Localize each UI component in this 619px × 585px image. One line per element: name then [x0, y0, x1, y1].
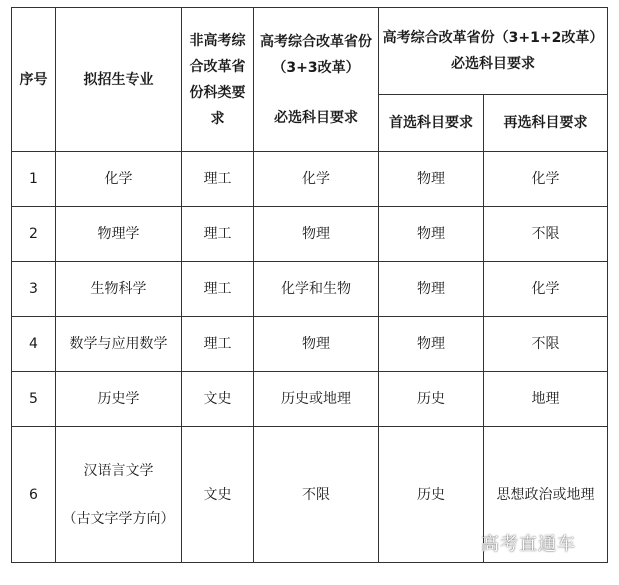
cell-second: 地理 [484, 372, 608, 427]
header-reform33-title: 高考综合改革省份（3+3改革） [260, 33, 372, 76]
cell-second: 不限 [484, 317, 608, 372]
cell-seq: 3 [12, 262, 56, 317]
table-row [12, 262, 608, 317]
cell-first: 历史 [379, 372, 484, 427]
table-row [12, 152, 608, 207]
cell-first: 物理 [379, 317, 484, 372]
table-row [12, 372, 608, 427]
cell-req33: 化学和生物 [254, 262, 379, 317]
cell-major: 历史学 [56, 372, 182, 427]
cell-second: 化学 [484, 152, 608, 207]
cell-major-direction: （古文字学方向） [62, 510, 175, 527]
table-row [12, 317, 608, 372]
cell-major-name: 汉语言文学 [83, 462, 154, 479]
header-reform312: 高考综合改革省份（3+1+2改革）必选科目要求 [379, 8, 608, 95]
cell-first: 历史 [379, 427, 484, 563]
header-nonreform: 非高考综合改革省份科类要求 [182, 8, 254, 152]
cell-major: 化学 [56, 152, 182, 207]
cell-req33: 化学 [254, 152, 379, 207]
cell-seq: 6 [12, 427, 56, 563]
cell-req33: 不限 [254, 427, 379, 563]
header-major: 拟招生专业 [56, 8, 182, 152]
cell-type: 理工 [182, 152, 254, 207]
cell-req33: 物理 [254, 317, 379, 372]
table-row [12, 207, 608, 262]
cell-second: 不限 [484, 207, 608, 262]
cell-first: 物理 [379, 152, 484, 207]
header-reform33 [254, 8, 379, 152]
header-row [12, 8, 608, 95]
cell-seq: 4 [12, 317, 56, 372]
cell-type: 理工 [182, 262, 254, 317]
cell-type: 文史 [182, 372, 254, 427]
cell-second: 化学 [484, 262, 608, 317]
cell-seq: 1 [12, 152, 56, 207]
header-reform33-subtitle: 必选科目要求 [274, 109, 358, 126]
cell-first: 物理 [379, 262, 484, 317]
cell-seq: 2 [12, 207, 56, 262]
cell-seq: 5 [12, 372, 56, 427]
watermark: 高考直通车 [481, 534, 576, 555]
cell-major: 生物科学 [56, 262, 182, 317]
cell-type: 理工 [182, 207, 254, 262]
cell-major [56, 427, 182, 563]
header-first-choice: 首选科目要求 [379, 95, 484, 152]
cell-major: 数学与应用数学 [56, 317, 182, 372]
cell-first: 物理 [379, 207, 484, 262]
cell-second: 思想政治或地理 [484, 427, 608, 563]
cell-req33: 历史或地理 [254, 372, 379, 427]
cell-req33: 物理 [254, 207, 379, 262]
admission-requirements-table [11, 7, 608, 563]
header-seq: 序号 [12, 8, 56, 152]
cell-major: 物理学 [56, 207, 182, 262]
header-second-choice: 再选科目要求 [484, 95, 608, 152]
cell-type: 文史 [182, 427, 254, 563]
cell-type: 理工 [182, 317, 254, 372]
